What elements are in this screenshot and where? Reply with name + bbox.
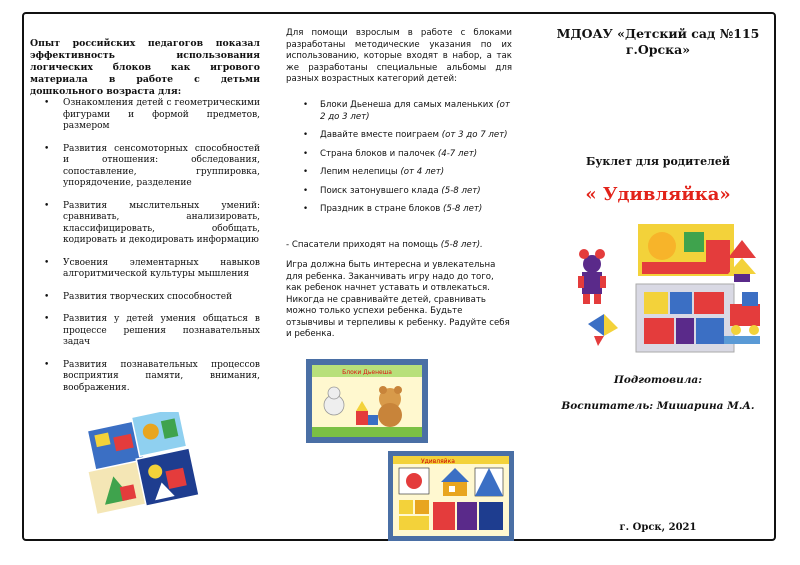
list-item: • Развития мыслительных умений: сравнивать, анализировать, классифицировать, обобщать, кодировать и декодировать информацию	[30, 201, 260, 247]
list-item: • Давайте вместе поиграем (от 3 до 7 лет)	[286, 130, 512, 142]
book-cover-udivlyaika-image	[388, 451, 514, 541]
book2-title: Удивляйка	[421, 458, 455, 465]
list-item: • Развития творческих способностей	[30, 292, 260, 304]
list-item: • Страна блоков и палочек (4-7 лет)	[286, 149, 512, 161]
right-column	[544, 14, 772, 539]
city-year: г. Орск, 2021	[619, 522, 697, 533]
booklet-subtitle: Буклет для родителей	[585, 155, 731, 168]
middle-column	[286, 14, 514, 539]
list-item: • Развития у детей умения общаться в процессе решения познавательных задач	[30, 314, 260, 349]
book-cover-small-kids-image	[306, 359, 428, 443]
list-item: • Развития сенсомоторных способностей и отношения: обследования, сопоставление, группировка, упорядочение, разделение	[30, 144, 260, 190]
list-item: • Блоки Дьенеша для самых маленьких (от 2 до 3 лет)	[286, 100, 512, 123]
booklet-title: « Удивляйка»	[585, 184, 731, 205]
list-item: • Развития познавательных процессов восприятия памяти, внимания, воображения.	[30, 360, 260, 395]
advice-text: Игра должна быть интересна и увлекательна для ребенка. Заканчивать игру надо до того, как ребенок начнет уставать и отвлекаться. Никогда не сравнивайте детей, сравнивать можно только успехи ребенка. Будьте отзывчивы и терпеливы к ребенку. Радуйте себя и ребенка.	[286, 260, 510, 339]
organization-name: МДОАУ «Детский сад №115 г.Орска»	[556, 26, 760, 57]
albums-collage-image	[78, 412, 208, 522]
benefits-list	[30, 98, 260, 405]
albums-list	[286, 100, 512, 223]
dienes-blocks-image	[574, 214, 764, 364]
teacher-name: Воспитатель: Мишарина М.А.	[561, 400, 755, 412]
left-intro: Опыт российских педагогов показал эффективность использования логических блоков как игрового материала в работе с детьми дошкольного возраста для:	[30, 38, 260, 97]
left-column	[30, 14, 262, 539]
list-item: • Усвоения элементарных навыков алгоритмической культуры мышления	[30, 258, 260, 281]
middle-intro: Для помощи взрослым в работе с блоками разработаны методические указания по их использованию, которые входят в набор, а так же разработаны специальные альбомы для разных возрастных категорий детей:	[286, 28, 512, 84]
book1-title: Блоки Дьенеша	[342, 369, 392, 376]
list-item: • Лепим нелепицы (от 4 лет)	[286, 167, 512, 179]
list-item: • Поиск затонувшего клада (5-8 лет)	[286, 186, 512, 198]
prepared-by-label: Подготовила:	[613, 374, 703, 386]
list-item: • Праздник в стране блоков (5-8 лет)	[286, 204, 512, 216]
list-item: • Ознакомления детей с геометрическими фигурами и формой предметов, размером	[30, 98, 260, 133]
extra-album: - Спасатели приходят на помощь (5-8 лет).	[286, 240, 483, 250]
booklet-frame	[22, 12, 776, 541]
